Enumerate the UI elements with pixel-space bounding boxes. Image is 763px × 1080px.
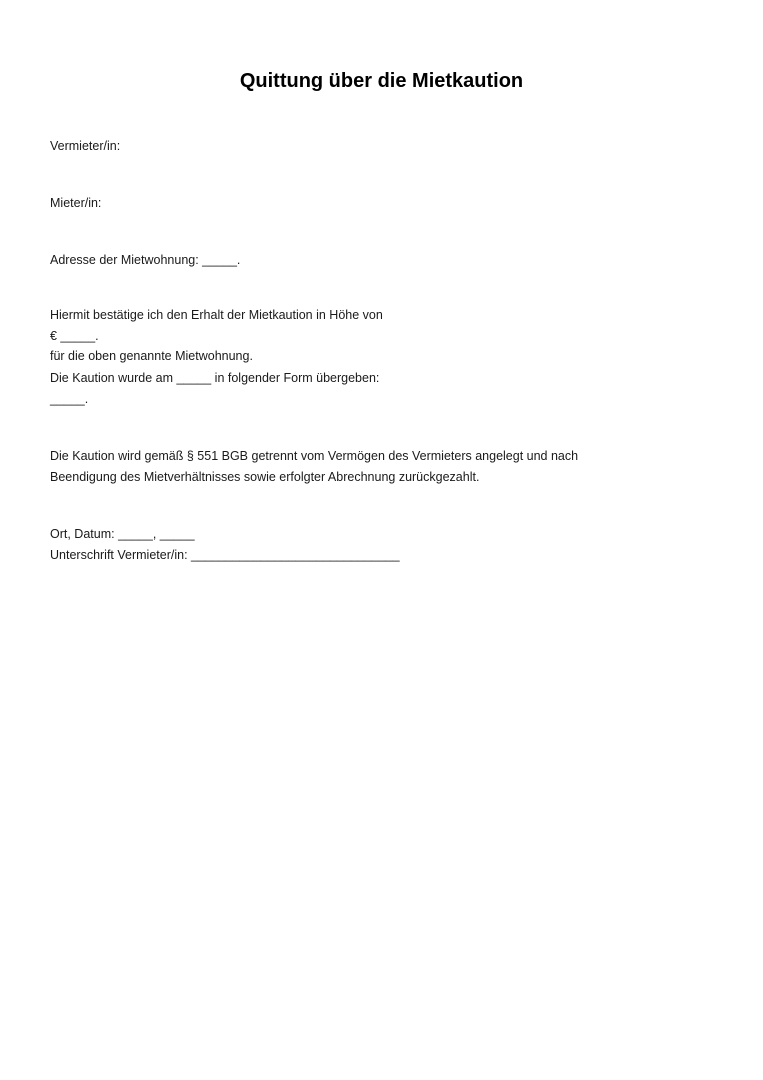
bestaetigung-line-4: Die Kaution wurde am _____ in folgender Form übergeben: [50, 371, 380, 385]
bestaetigung-line-1: Hiermit bestätige ich den Erhalt der Mietkaution in Höhe von [50, 308, 383, 322]
bestaetigung-amount: € _____. [50, 329, 99, 343]
document-title: Quittung über die Mietkaution [239, 70, 524, 92]
bestaetigung-form-blank: _____. [50, 392, 89, 406]
mieter-label: Mieter/in: [50, 196, 102, 210]
adresse-line: Adresse der Mietwohnung: _____. [50, 253, 241, 267]
vermieter-label: Vermieter/in: [50, 139, 121, 153]
kaution-hinweis-line-1: Die Kaution wird gemäß § 551 BGB getrennt vom Vermögen des Vermieters angelegt und nach [50, 449, 579, 463]
ort-datum-line: Ort, Datum: _____, _____ [50, 527, 195, 541]
bestaetigung-line-3: für die oben genannte Mietwohnung. [50, 349, 253, 363]
unterschrift-line: Unterschrift Vermieter/in: ______________________________ [50, 548, 400, 562]
kaution-hinweis-line-2: Beendigung des Mietverhältnisses sowie erfolgter Abrechnung zurückgezahlt. [50, 470, 480, 484]
